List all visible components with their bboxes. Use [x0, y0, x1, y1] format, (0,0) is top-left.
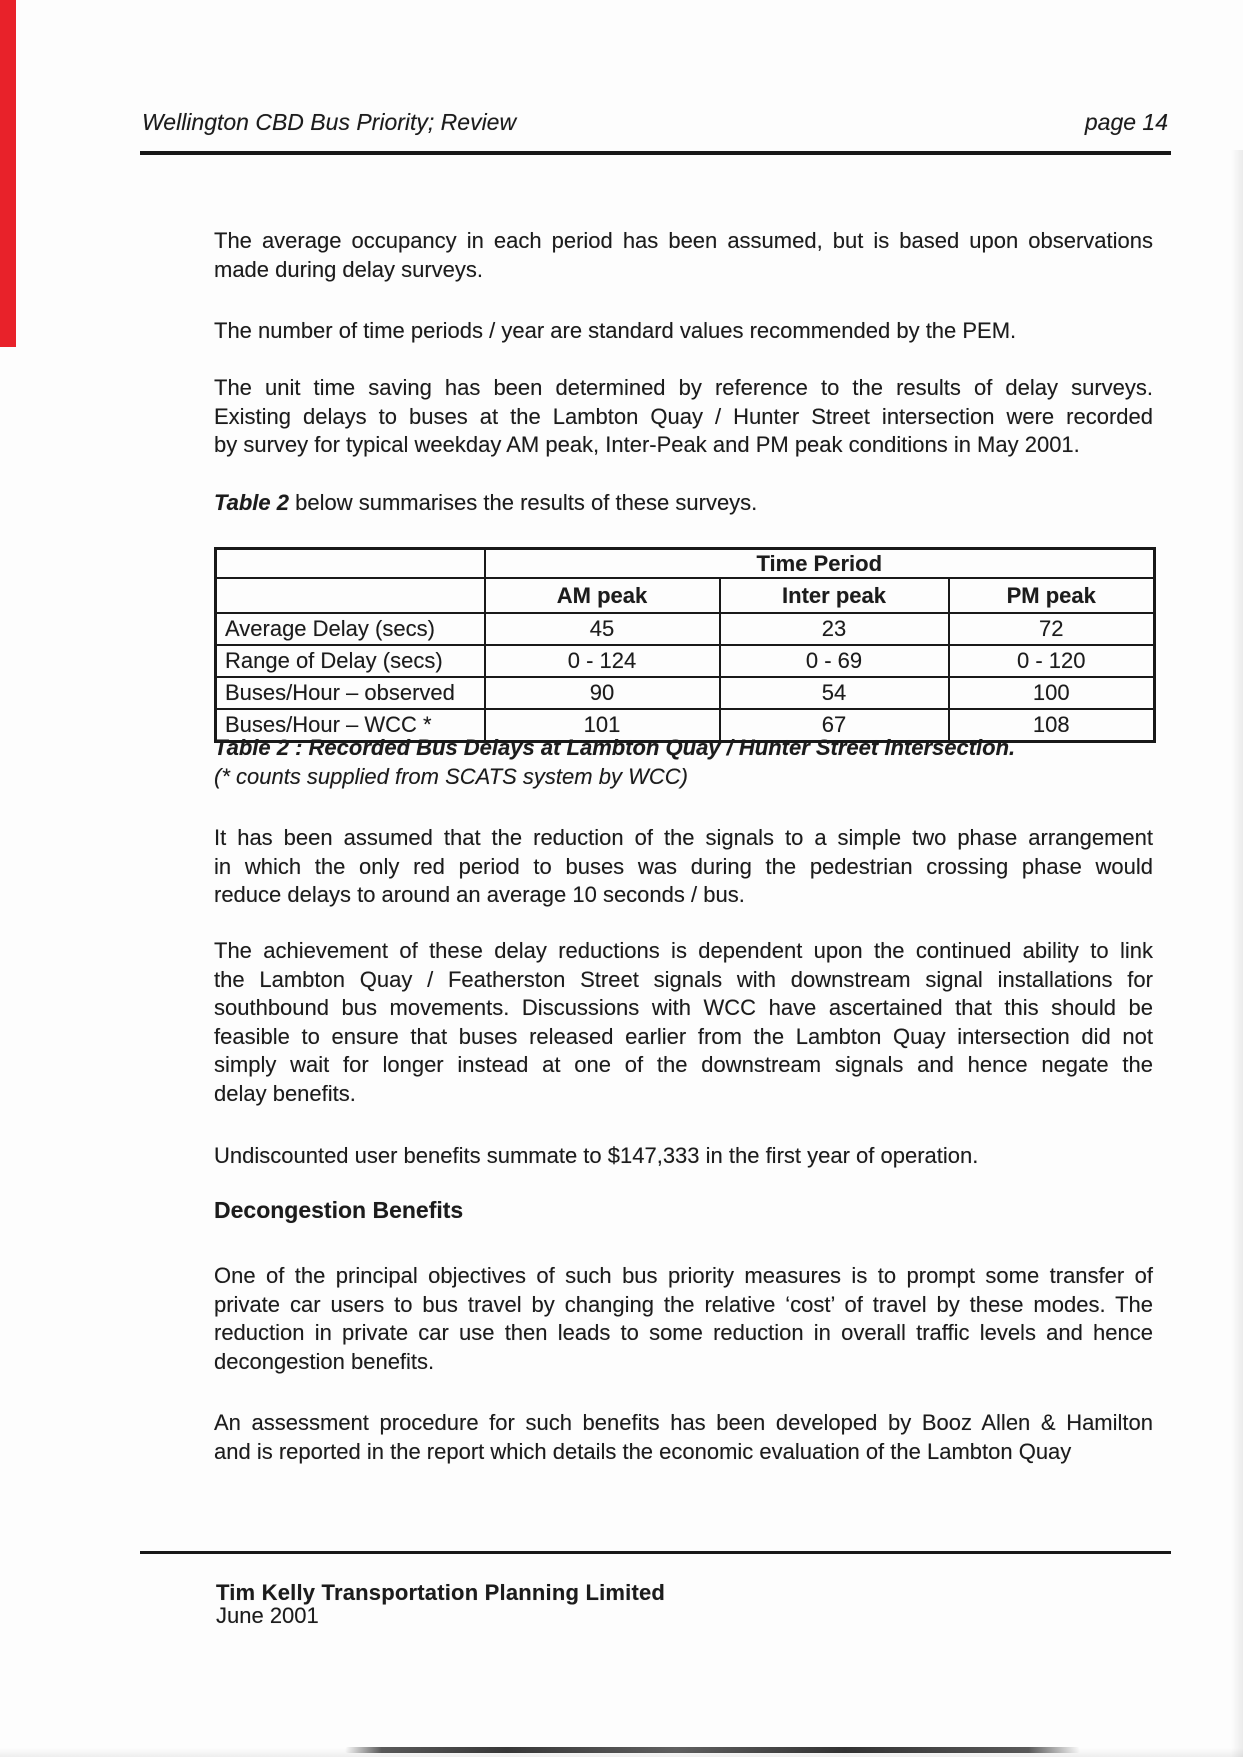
paragraph-time-periods — [214, 317, 1153, 346]
text-line: the Lambton Quay / Featherston Street signals with downstream signal installations for — [214, 966, 1153, 992]
table-column-header: Inter peak — [720, 578, 949, 613]
table-cell-value: 100 — [949, 677, 1155, 709]
footer-rule — [140, 1551, 1171, 1554]
paragraph-assumed-reduction — [214, 824, 1153, 910]
text-line: Existing delays to buses at the Lambton Quay / Hunter Street intersection were recorded — [214, 403, 1153, 429]
footer-date: June 2001 — [216, 1603, 319, 1628]
section-heading-decongestion-benefits: Decongestion Benefits — [214, 1197, 464, 1223]
table-column-header: AM peak — [485, 578, 720, 613]
table-cell-value: 23 — [720, 613, 949, 645]
table-column-header-row — [216, 578, 1155, 613]
table-cell-value: 0 - 120 — [949, 645, 1155, 677]
table-group-header: Time Period — [485, 549, 1155, 579]
text-line: The average occupancy in each period has been assumed, but is based upon observations — [214, 228, 1153, 253]
paragraph-assessment-procedure — [214, 1409, 1153, 1466]
text-line: reduction in private car use then leads to some reduction in overall traffic levels and hence — [214, 1320, 1153, 1345]
paragraph-undiscounted-benefits — [214, 1142, 1153, 1171]
table-row-label: Range of Delay (secs) — [216, 645, 485, 677]
scan-artifact-red-stripe — [0, 0, 16, 347]
text-line: simply wait for longer instead at one of the downstream signals and hence negate the — [214, 1052, 1153, 1077]
table-cell-value: 0 - 69 — [720, 645, 949, 677]
table-row — [216, 677, 1155, 709]
text-line: feasible to ensure that buses released earlier from the Lambton Quay intersection did not — [214, 1023, 1153, 1049]
table-stub-cell — [216, 578, 485, 613]
text-line: One of the principal objectives of such bus priority measures is to prompt some transfer of — [214, 1263, 1153, 1288]
text-line: private car users to bus travel by changing the relative ‘cost’ of travel by these modes. The — [214, 1291, 1153, 1317]
text-line: in which the only red period to buses was during the pedestrian crossing phase would — [214, 853, 1153, 879]
text-line: and is reported in the report which details the economic evaluation of the Lambton Quay — [214, 1438, 1072, 1464]
table-cell-value: 54 — [720, 677, 949, 709]
table-row-label: Average Delay (secs) — [216, 613, 485, 645]
table-footnote: (* counts supplied from SCATS system by WCC) — [214, 764, 688, 789]
table-row-label: Buses/Hour – observed — [216, 677, 485, 709]
table-cell-value: 72 — [949, 613, 1155, 645]
paragraph-achievement — [214, 937, 1153, 1108]
header-rule — [140, 151, 1171, 155]
table-caption: Table 2 : Recorded Bus Delays at Lambton Quay / Hunter Street intersection. — [214, 735, 1016, 760]
table-intro-bold: Table 2 — [214, 490, 289, 515]
table-row — [216, 613, 1155, 645]
table-cell-value: 90 — [485, 677, 720, 709]
table-row-label: Buses/Hour – WCC * — [216, 709, 485, 742]
text-line: It has been assumed that the reduction of the signals to a simple two phase arrangement — [214, 825, 1153, 850]
text-line: The number of time periods / year are standard values recommended by the PEM. — [214, 318, 1017, 343]
table-intro-rest: below summarises the results of these surveys. — [289, 490, 758, 515]
text-line: southbound bus movements. Discussions with WCC have ascertained that this should be — [214, 995, 1153, 1020]
table-row — [216, 645, 1155, 677]
header-title: Wellington CBD Bus Priority; Review — [142, 109, 517, 135]
table-column-header: PM peak — [949, 578, 1155, 613]
text-line: The unit time saving has been determined by reference to the results of delay surveys. — [214, 375, 1153, 400]
table-2-recorded-bus-delays — [214, 547, 1156, 743]
paragraph-average-occupancy — [214, 227, 1153, 284]
text-line: delay benefits. — [214, 1080, 356, 1106]
table-cell-value: 101 — [485, 709, 720, 742]
table-cell-value: 45 — [485, 613, 720, 645]
table-cell-value: 67 — [720, 709, 949, 742]
table-cell-value: 0 - 124 — [485, 645, 720, 677]
footer-company-name: Tim Kelly Transportation Planning Limited — [216, 1580, 666, 1605]
text-line: The achievement of these delay reductions is dependent upon the continued ability to link — [214, 938, 1153, 963]
text-line: Undiscounted user benefits summate to $147,333 in the first year of operation. — [214, 1143, 979, 1168]
table-body — [216, 613, 1155, 742]
text-line: decongestion benefits. — [214, 1348, 435, 1374]
table-cell-value: 108 — [949, 709, 1155, 742]
table-intro-line — [214, 489, 757, 518]
table-stub-cell — [216, 549, 485, 579]
scan-edge-shadow-bottom — [0, 1748, 1243, 1757]
text-line: made during delay surveys. — [214, 256, 484, 282]
text-line: An assessment procedure for such benefits has been developed by Booz Allen & Hamilton — [214, 1410, 1153, 1435]
header-page-number: page 14 — [1084, 109, 1168, 135]
text-line: by survey for typical weekday AM peak, Inter-Peak and PM peak conditions in May 2001. — [214, 432, 1080, 457]
paragraph-objectives — [214, 1262, 1153, 1376]
text-line: reduce delays to around an average 10 seconds / bus. — [214, 882, 745, 907]
scan-edge-shadow-right — [1231, 150, 1243, 1757]
paragraph-unit-time-saving — [214, 374, 1153, 460]
